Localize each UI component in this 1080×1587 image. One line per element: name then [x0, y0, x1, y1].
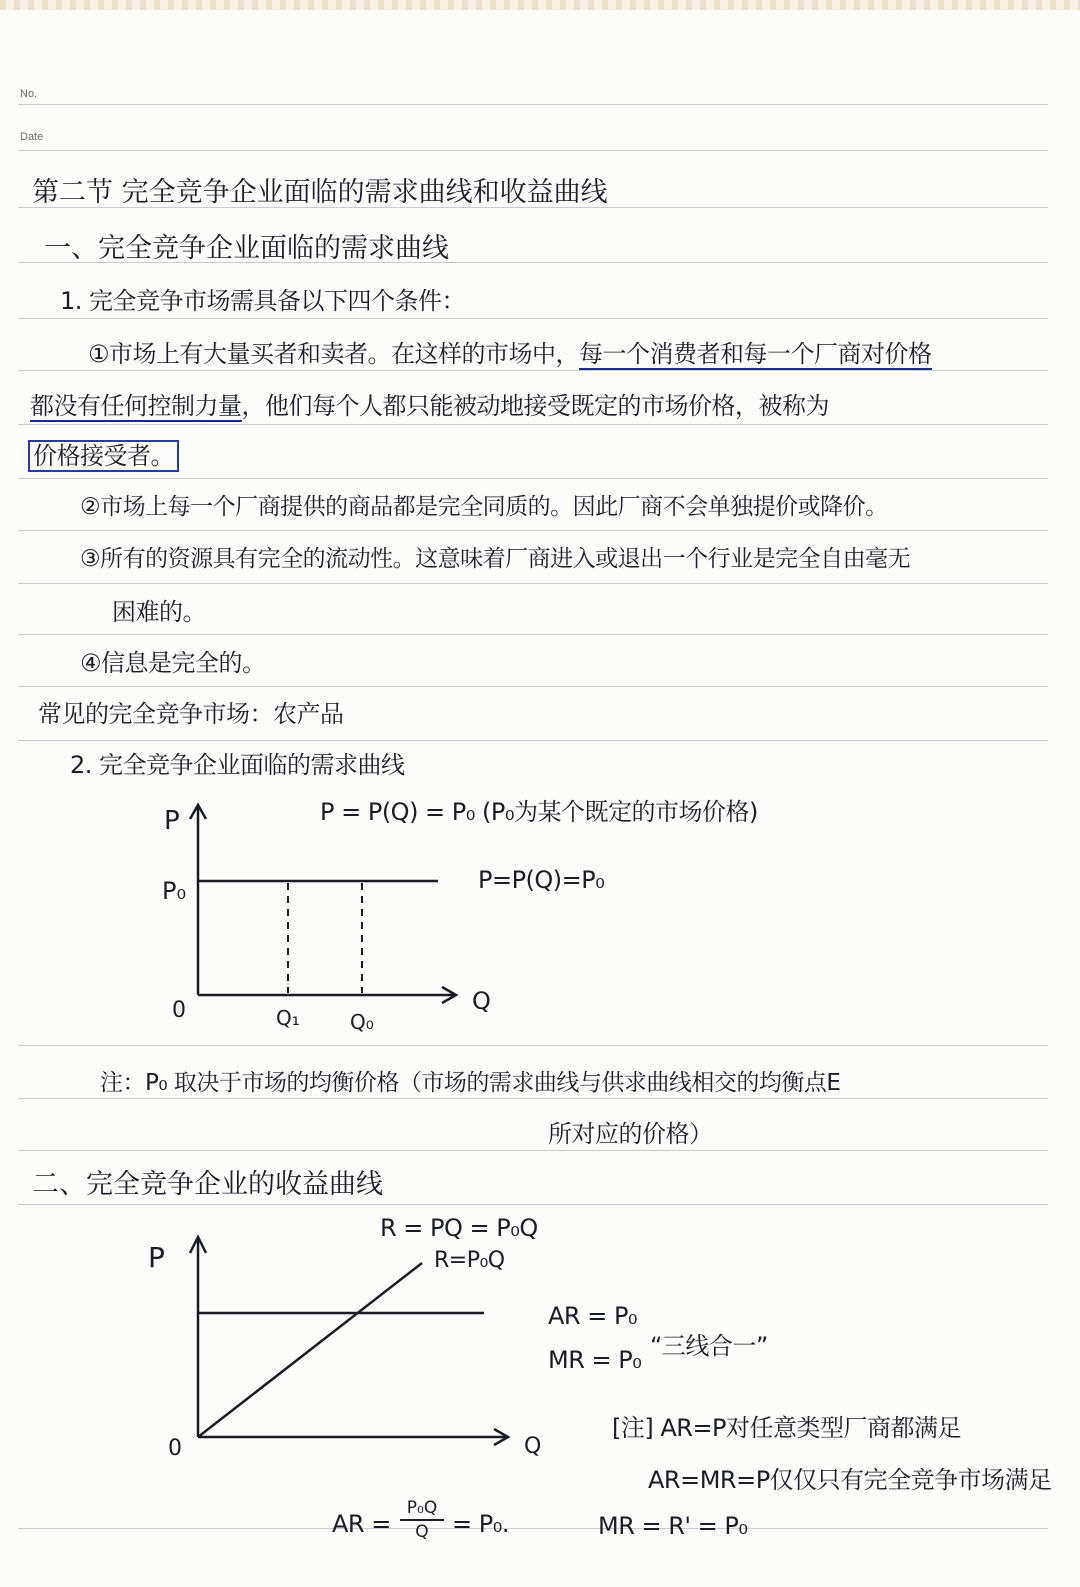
paper-top-edge	[0, 0, 1080, 10]
q1-label: Q₁	[276, 1006, 300, 1030]
mr-formula: MR = R' = P₀	[598, 1512, 748, 1540]
condition1-text: ①市场上有大量买者和卖者。在这样的市场中，	[88, 340, 580, 368]
y-axis-label: P	[148, 1241, 165, 1274]
ruled-line	[18, 1204, 1048, 1205]
section1-sub1: 1. 完全竞争市场需具备以下四个条件：	[60, 287, 466, 315]
p0-label: P₀	[162, 877, 187, 905]
note-ar-mr: AR=MR=P仅仅只有完全竞争市场满足	[648, 1466, 1052, 1494]
mr-label: MR = P₀	[548, 1346, 642, 1374]
ar-formula-prefix: AR =	[332, 1510, 391, 1538]
ruled-line	[18, 1098, 1048, 1099]
total-revenue-line	[198, 1263, 422, 1437]
ruled-line	[18, 1045, 1048, 1046]
ar-fraction	[400, 1498, 444, 1542]
x-axis-label: Q	[524, 1434, 542, 1459]
section2-heading: 二、完全竞争企业的收益曲线	[32, 1169, 383, 1200]
ar-formula-suffix: = P₀.	[452, 1510, 509, 1538]
condition1-text-2: ，他们每个人都只能被动地接受既定的市场价格，被称为	[241, 392, 829, 420]
ar-label: AR = P₀	[548, 1302, 638, 1330]
x-axis-label: Q	[472, 987, 491, 1015]
ruled-line	[18, 104, 1048, 105]
note-line1: 注：P₀ 取决于市场的均衡价格（市场的需求曲线与供求曲线相交的均衡点E	[100, 1070, 841, 1096]
page-title: 第二节 完全竞争企业面临的需求曲线和收益曲线	[32, 177, 608, 208]
ruled-line	[18, 1528, 1048, 1529]
ruled-line	[18, 530, 1048, 531]
condition4: ④信息是完全的。	[80, 649, 266, 677]
ruled-line	[18, 1150, 1048, 1151]
ar-numerator: P₀Q	[406, 1498, 438, 1518]
date-label: Date	[20, 131, 44, 143]
condition1-line3	[28, 436, 179, 471]
q0-label: Q₀	[350, 1010, 374, 1034]
revenue-line-label: R=P₀Q	[434, 1248, 505, 1273]
ruled-line	[18, 686, 1048, 687]
demand-curve-label: P=P(Q)=P₀	[478, 866, 605, 894]
ruled-line	[18, 370, 1048, 371]
revenue-formula: R = PQ = P₀Q	[380, 1214, 538, 1242]
condition1-line1	[88, 334, 932, 369]
no-label: No.	[20, 88, 38, 100]
condition1-underlined-2: 都没有任何控制力量	[30, 392, 242, 420]
ruled-line	[18, 634, 1048, 635]
ruled-line	[18, 583, 1048, 584]
condition1-line2	[30, 386, 829, 421]
note-line2: 所对应的价格）	[548, 1120, 713, 1148]
ruled-line	[18, 424, 1048, 425]
ruled-line	[18, 150, 1048, 151]
note-ar: [注] AR=P对任意类型厂商都满足	[612, 1414, 962, 1442]
condition2: ②市场上每一个厂商提供的商品都是完全同质的。因此厂商不会单独提价或降价。	[80, 494, 888, 520]
condition3-line2: 困难的。	[112, 598, 206, 626]
y-axis-label: P	[164, 806, 180, 836]
origin-label: 0	[172, 998, 186, 1023]
section1-heading: 一、完全竞争企业面临的需求曲线	[44, 233, 449, 264]
condition3-line1: ③所有的资源具有完全的流动性。这意味着厂商进入或退出一个行业是完全自由毫无	[80, 546, 911, 572]
demand-formula: P = P(Q) = P₀ (P₀为某个既定的市场价格)	[320, 798, 758, 826]
ar-denominator: Q	[415, 1522, 429, 1542]
origin-label: 0	[168, 1436, 182, 1461]
ruled-line	[18, 478, 1048, 479]
price-taker-box: 价格接受者。	[28, 440, 179, 472]
condition1-underlined: 每一个消费者和每一个厂商对价格	[579, 340, 932, 368]
section1-sub2: 2. 完全竞争企业面临的需求曲线	[70, 751, 405, 779]
demand-curve-graph	[150, 795, 530, 1040]
ruled-line	[18, 318, 1048, 319]
fraction-bar	[400, 1519, 444, 1521]
ruled-line	[18, 740, 1048, 741]
common-market: 常见的完全竞争市场：农产品	[38, 700, 344, 728]
three-lines-label: “三线合一”	[650, 1332, 768, 1360]
